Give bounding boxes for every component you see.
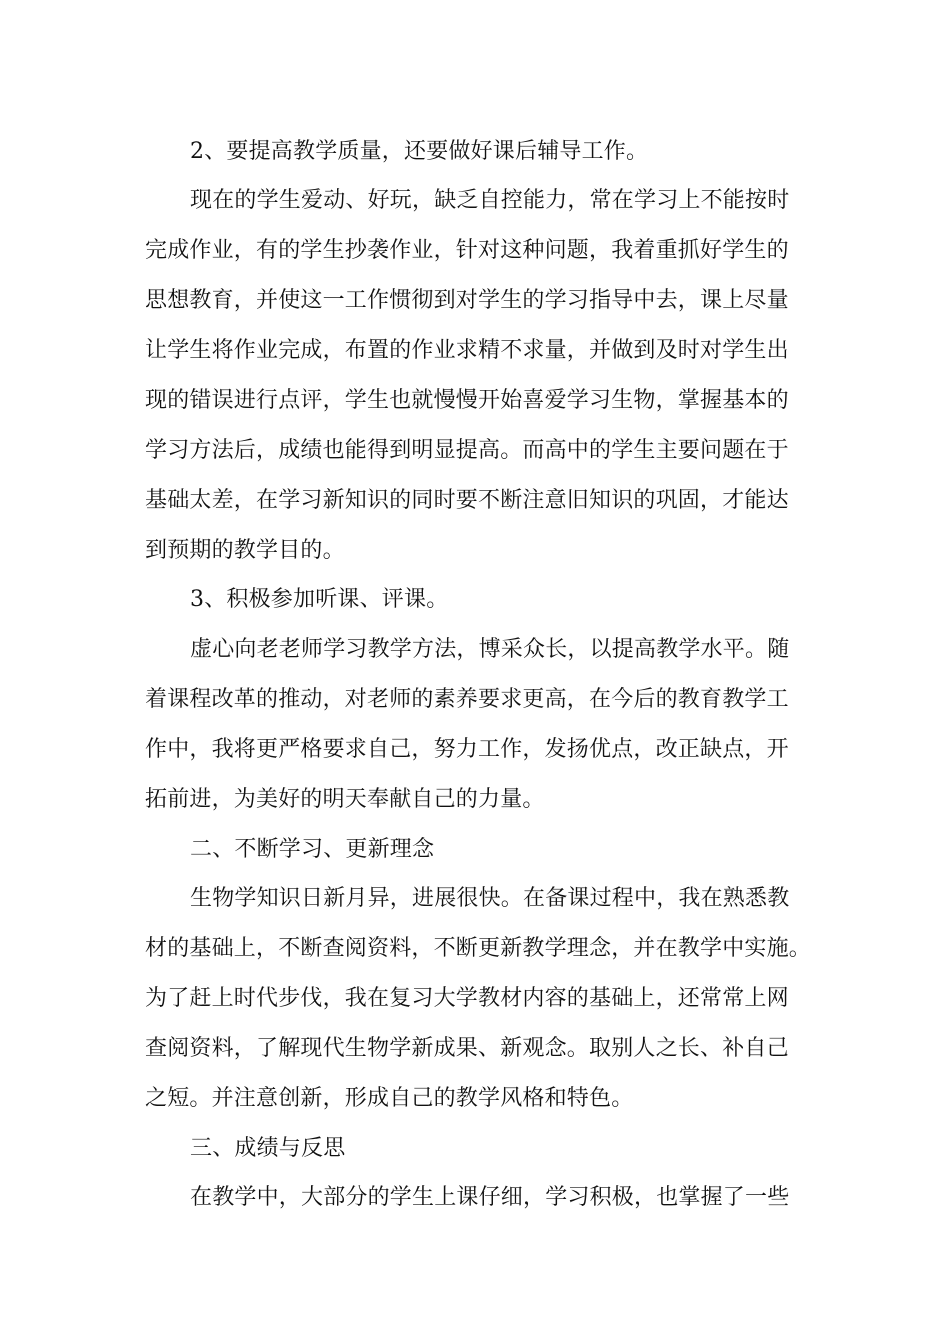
paragraph-line: 材的基础上，不断查阅资料，不断更新教学理念，并在教学中实施。 (145, 936, 812, 961)
paragraph-line: 查阅资料，了解现代生物学新成果、新观念。取别人之长、补自己 (145, 1036, 789, 1061)
paragraph-line: 现的错误进行点评，学生也就慢慢开始喜爱学习生物，掌握基本的 (145, 388, 789, 413)
paragraph-line: 作中，我将更严格要求自己，努力工作，发扬优点，改正缺点，开 (145, 737, 789, 762)
paragraph-line: 思想教育，并使这一工作惯彻到对学生的学习指导中去，课上尽量 (145, 288, 789, 313)
item-heading-3: 3、积极参加听课、评课。 (190, 587, 449, 612)
section-heading-3: 三、成绩与反思 (190, 1136, 346, 1161)
paragraph-line: 之短。并注意创新，形成自己的教学风格和特色。 (145, 1086, 634, 1111)
paragraph-line: 拓前进，为美好的明天奉献自己的力量。 (145, 787, 545, 812)
section-heading-2: 二、不断学习、更新理念 (190, 837, 435, 862)
paragraph-line: 着课程改革的推动，对老师的素养要求更高，在今后的教育教学工 (145, 687, 789, 712)
paragraph-line: 学习方法后，成绩也能得到明显提高。而高中的学生主要问题在于 (145, 438, 789, 463)
paragraph-line: 现在的学生爱动、好玩，缺乏自控能力，常在学习上不能按时 (190, 188, 790, 213)
paragraph-line: 在教学中，大部分的学生上课仔细，学习积极，也掌握了一些 (190, 1185, 790, 1210)
paragraph-line: 完成作业，有的学生抄袭作业，针对这种问题，我着重抓好学生的 (145, 238, 789, 263)
paragraph-line: 生物学知识日新月异，进展很快。在备课过程中，我在熟悉教 (190, 886, 790, 911)
paragraph-line: 为了赶上时代步伐，我在复习大学教材内容的基础上，还常常上网 (145, 986, 789, 1011)
paragraph-line: 到预期的教学目的。 (145, 538, 345, 563)
item-heading-2: 2、要提高教学质量，还要做好课后辅导工作。 (190, 139, 649, 164)
paragraph-line: 让学生将作业完成，布置的作业求精不求量，并做到及时对学生出 (145, 338, 789, 363)
paragraph-line: 基础太差，在学习新知识的同时要不断注意旧知识的巩固，才能达 (145, 488, 789, 513)
paragraph-line: 虚心向老老师学习教学方法，博采众长，以提高教学水平。随 (190, 637, 790, 662)
